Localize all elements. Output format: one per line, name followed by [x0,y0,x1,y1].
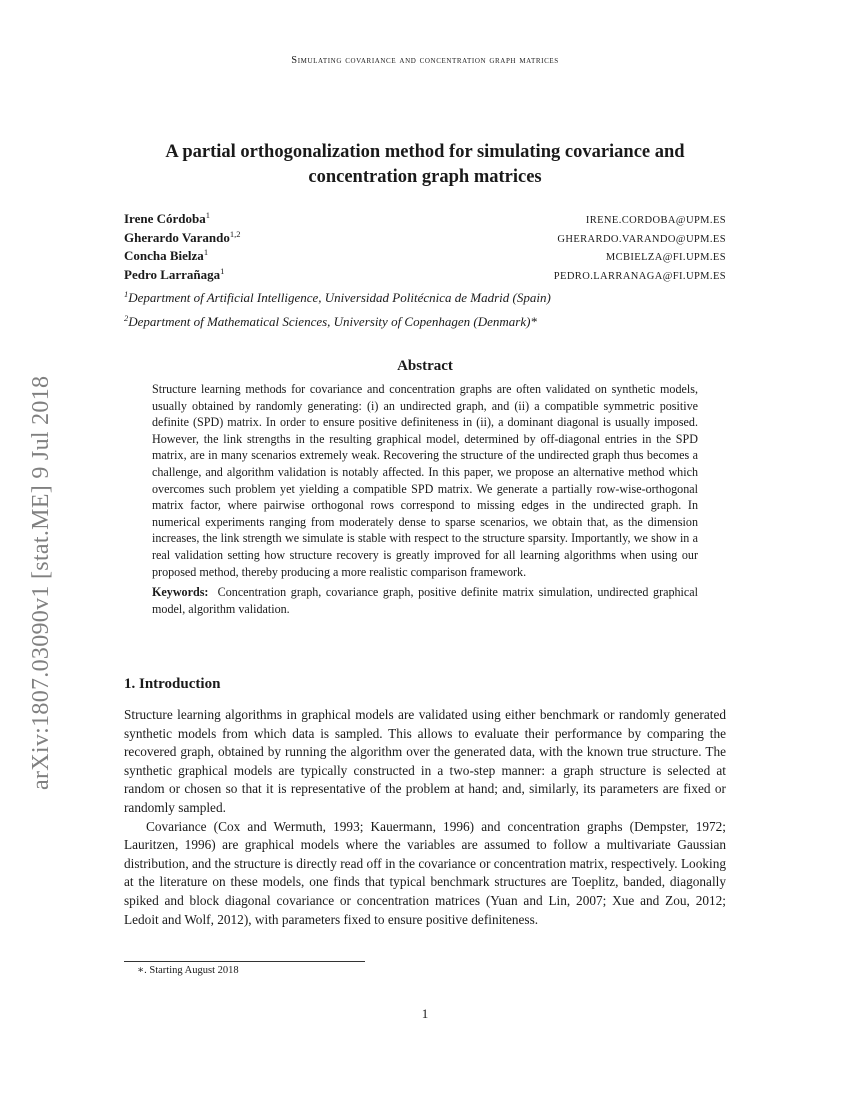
author-name: Pedro Larrañaga$^1$ [124,265,225,282]
author-email[interactable]: IRENE.CORDOBA@UPM.ES [585,215,726,226]
author-name: Irene Córdoba$^1$ [124,210,210,226]
author-name: Concha Bielza$^1$ [124,247,209,263]
footnote: ∗. Starting August 2018 [137,965,239,976]
author-email[interactable]: GHERARDO.VARANDO@UPM.ES [557,233,726,245]
keywords [152,584,698,617]
author-affiliation-marker: 1 [220,265,225,276]
author-name: Gherardo Varando$^{1,2}$ [124,228,241,245]
affiliation: $^2$Department of Mathematical Sciences, University of Copenhagen (Denmark)* [124,313,537,329]
arxiv-identifier-stamp: arXiv:1807.03090v1 [stat.ME] 9 Jul 2018 [28,375,54,790]
keywords-text: Concentration graph, covariance graph, positive definite matrix simulation, undirected graphical model, algorithm validation. [152,585,699,616]
author-affiliation-marker: 1 [205,210,210,220]
abstract-body [152,381,698,617]
author-affiliation-marker: 1 [203,247,209,257]
author-row [124,247,726,266]
author-row [124,229,726,248]
paper-title: A partial orthogonalization method for simulating covariance and concentration graph matrices [165,142,685,187]
running-header: Simulating covariance and concentration graph matrices [291,55,559,66]
author-email[interactable]: MCBIELZA@FI.UPM.ES [605,252,726,263]
author-affiliation-marker: 1,2 [229,228,241,239]
introduction-body [124,706,726,929]
page-number: 1 [421,1006,429,1021]
abstract-heading: Abstract [397,358,453,374]
author-row [124,210,726,229]
author-block [124,210,726,332]
affiliation: $^1$Department of Artificial Intelligence, Universidad Politécnica de Madrid (Spain) [124,289,551,305]
abstract-text: Structure learning methods for covariance and concentration graphs are often validated on synthetic models, usually obtained by randomly generating: (i) an undirected graph, and (ii) a compatible symmetric positive definite (SPD) matrix. In order to ensure positive definiteness in (ii), a dominant diagonal is usually imposed. However, the link strengths in the resulting graphical model, determined by off-diagonal entries in the SPD matrix, are in many scenarios extremely weak. Recovering the structure of the undirected graph thus becomes a challenge, and algorithm validation is notably affected. In this paper, we propose an alternative method which overcomes such problem yet yielding a compatible SPD matrix. We generate a partially row-wise-orthogonal matrix factor, where pairwise orthogonal rows correspond to missing edges in the undirected graph. In numerical experiments ranging from moderately dense to sparse scenarios, we obtain that, as the dimension increases, the link strength we simulate is stable with respect to the structure sparsity. Importantly, we show in a real validation setting how structure recovery is greatly improved for all learning algorithms when using our proposed method, thereby producing a more realistic comparison framework. [152,382,698,579]
footnote-divider [124,961,365,962]
keywords-label: Keywords: [152,585,209,600]
author-row [124,266,726,285]
section-heading-introduction: 1. Introduction [124,676,221,692]
author-email[interactable]: PEDRO.LARRANAGA@FI.UPM.ES [553,270,726,282]
paragraph: Structure learning algorithms in graphical models are validated using either benchmark or randomly generated synthetic models from which data is sampled. This allows to evaluate their performance by comparing the recovered graph, obtained by running the algorithm over the generated data, with the known true structure. The synthetic graphical models are typically constructed in a two-step manner: a graph structure is selected at random or chosen so that it is representative of the problem at hand; and, similarly, its parameters are fixed or randomly sampled. [124,707,726,815]
paragraph: Covariance (Cox and Wermuth, 1993; Kauermann, 1996) and concentration graphs (Dempster, 1972; Lauritzen, 1996) are graphical models where the variables are assumed to follow a multivariate Gaussian distribution, and the structure is directly read off in the covariance or concentration matrix, respectively. Looking at the literature on these models, one finds that typical benchmark structures are Toeplitz, banded, diagonally spiked and block diagonal covariance or concentration matrices (Yuan and Lin, 2007; Xue and Zou, 2012; Ledoit and Wolf, 2012), with parameters fixed to ensure positive definiteness. [124,818,726,927]
